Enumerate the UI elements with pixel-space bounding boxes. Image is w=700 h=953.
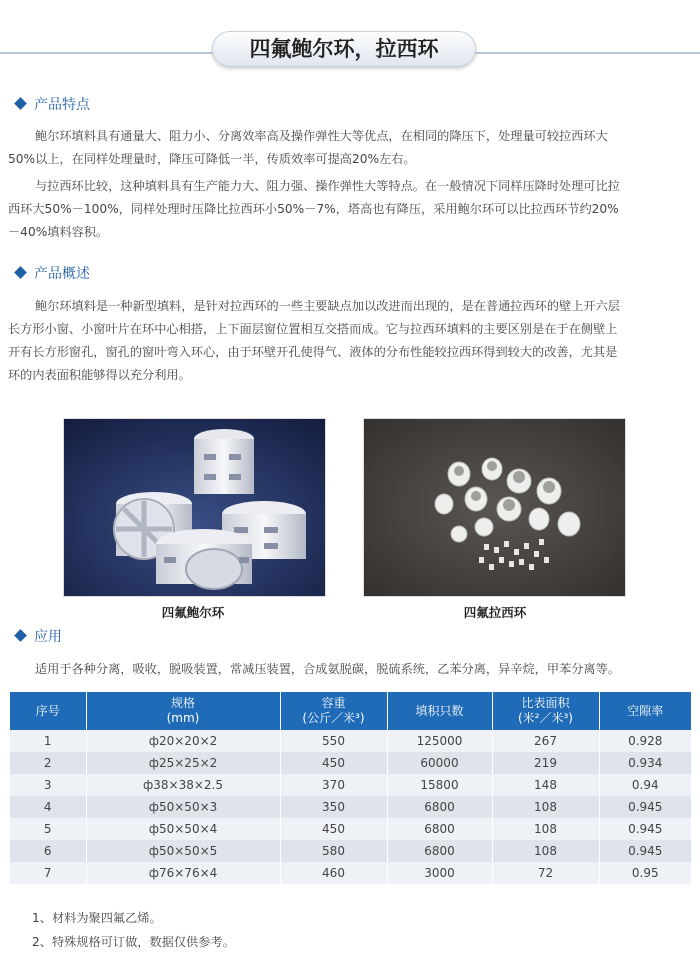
section-overview-heading bbox=[14, 264, 90, 284]
table-cell: 219 bbox=[492, 752, 599, 774]
header-unit: (公斤／米³) bbox=[302, 711, 365, 725]
table-cell: 450 bbox=[280, 818, 387, 840]
table-cell: 0.945 bbox=[599, 840, 691, 862]
table-cell: 550 bbox=[280, 730, 387, 752]
features-p1-line1: 鲍尔环填料具有通量大、阻力小、分离效率高及操作弹性大等优点，在相同的降压下，处理量可较拉西环大 bbox=[35, 129, 608, 143]
table-cell: 0.934 bbox=[599, 752, 691, 774]
pall-ring-caption: 四氟鲍尔环 bbox=[161, 605, 225, 620]
table-row bbox=[10, 862, 691, 884]
header-unit: (米²／米³) bbox=[518, 711, 573, 725]
table-cell: 7 bbox=[10, 862, 86, 884]
table-header-cell bbox=[492, 692, 599, 730]
table-cell: 108 bbox=[492, 840, 599, 862]
table-cell: 2 bbox=[10, 752, 86, 774]
table-header-row bbox=[10, 692, 691, 730]
spec-table bbox=[10, 692, 691, 884]
section-application-heading bbox=[14, 627, 62, 647]
table-row bbox=[10, 818, 691, 840]
overview-line1: 鲍尔环填料是一种新型填料，是针对拉西环的一些主要缺点加以改进而出现的，是在普通拉西环的壁上开六层 bbox=[35, 299, 620, 313]
table-cell: 0.945 bbox=[599, 796, 691, 818]
table-cell: 460 bbox=[280, 862, 387, 884]
table-row bbox=[10, 796, 691, 818]
features-p2-line2: 西环大50%－100%，同样处理时压降比拉西环小50%－7%，塔高也有降压，采用鲍尔环可以比拉西环节约20% bbox=[8, 202, 619, 216]
features-paragraph-2 bbox=[8, 175, 688, 244]
table-cell: ф50×50×3 bbox=[86, 796, 280, 818]
overview-line2: 长方形小窗、小窗叶片在环中心相搭，上下面层窗位置相互交搭而成。它与拉西环填料的主要区别是在于在侧壁上 bbox=[8, 322, 618, 336]
header-label: 序号 bbox=[35, 703, 60, 718]
overview-line4: 环的内表面积能够得以充分利用。 bbox=[8, 368, 191, 382]
table-header-cell bbox=[280, 692, 387, 730]
section-features-heading bbox=[14, 95, 90, 115]
table-cell: 0.94 bbox=[599, 774, 691, 796]
table-cell: 6800 bbox=[387, 840, 492, 862]
diamond-bullet-icon bbox=[14, 629, 27, 642]
title-banner bbox=[0, 28, 700, 72]
pall-ring-photo bbox=[63, 418, 326, 597]
features-p2-line3: －40%填料容积。 bbox=[8, 225, 109, 239]
table-cell: 0.945 bbox=[599, 818, 691, 840]
diamond-bullet-icon bbox=[14, 266, 27, 279]
header-label: 比表面积 bbox=[521, 696, 570, 710]
table-cell: 267 bbox=[492, 730, 599, 752]
table-cell: 580 bbox=[280, 840, 387, 862]
table-header-cell bbox=[10, 692, 86, 730]
table-header-cell bbox=[599, 692, 691, 730]
header-label: 空隙率 bbox=[627, 703, 664, 718]
table-row bbox=[10, 730, 691, 752]
table-cell: 5 bbox=[10, 818, 86, 840]
note-1: 1、材料为聚四氟乙烯。 bbox=[32, 911, 162, 925]
raschig-ring-caption: 四氟拉西环 bbox=[463, 605, 527, 620]
table-cell: ф20×20×2 bbox=[86, 730, 280, 752]
header-unit: (mm) bbox=[166, 711, 200, 725]
table-cell: 0.928 bbox=[599, 730, 691, 752]
table-cell: 370 bbox=[280, 774, 387, 796]
table-header-cell bbox=[86, 692, 280, 730]
table-cell: 15800 bbox=[387, 774, 492, 796]
table-cell: 108 bbox=[492, 818, 599, 840]
note-2: 2、特殊规格可订做，数据仅供参考。 bbox=[32, 935, 235, 949]
table-cell: 60000 bbox=[387, 752, 492, 774]
table-row bbox=[10, 840, 691, 862]
table-cell: 1 bbox=[10, 730, 86, 752]
application-text: 适用于各种分离，吸收，脱吸装置，常减压装置，合成氨脱碳，脱硫系统，乙苯分离，异辛烷，甲苯分离等。 bbox=[35, 662, 620, 676]
section-features-label: 产品特点 bbox=[34, 97, 90, 113]
table-cell: 3000 bbox=[387, 862, 492, 884]
features-p2-line1: 与拉西环比较，这种填料具有生产能力大、阻力强、操作弹性大等特点。在一般情况下同样压降时处理可比拉 bbox=[35, 179, 620, 193]
table-cell: 72 bbox=[492, 862, 599, 884]
table-cell: 4 bbox=[10, 796, 86, 818]
table-cell: ф50×50×5 bbox=[86, 840, 280, 862]
table-cell: 350 bbox=[280, 796, 387, 818]
table-cell: 125000 bbox=[387, 730, 492, 752]
table-header-cell bbox=[387, 692, 492, 730]
features-paragraph-1 bbox=[8, 125, 688, 171]
table-cell: ф25×25×2 bbox=[86, 752, 280, 774]
table-cell: 0.95 bbox=[599, 862, 691, 884]
table-cell: ф50×50×4 bbox=[86, 818, 280, 840]
table-cell: ф38×38×2.5 bbox=[86, 774, 280, 796]
overview-paragraph bbox=[8, 295, 688, 387]
overview-line3: 开有长方形窗孔，窗孔的窗叶弯入环心，由于环壁开孔使得气、液体的分布性能较拉西环得到较大的改善，尤其是 bbox=[8, 345, 618, 359]
features-p1-line2: 50%以上，在同样处理量时，降压可降低一半，传质效率可提高20%左右。 bbox=[8, 152, 416, 166]
header-label: 规格 bbox=[170, 696, 195, 710]
page-title: 四氟鲍尔环，拉西环 bbox=[212, 31, 476, 67]
table-row bbox=[10, 774, 691, 796]
diamond-bullet-icon bbox=[14, 97, 27, 110]
table-cell: 6 bbox=[10, 840, 86, 862]
header-label: 容重 bbox=[321, 696, 346, 710]
table-cell: 148 bbox=[492, 774, 599, 796]
table-row bbox=[10, 752, 691, 774]
section-overview-label: 产品概述 bbox=[34, 266, 90, 282]
table-cell: 6800 bbox=[387, 818, 492, 840]
table-cell: ф76×76×4 bbox=[86, 862, 280, 884]
table-cell: 108 bbox=[492, 796, 599, 818]
table-cell: 3 bbox=[10, 774, 86, 796]
section-application-label: 应用 bbox=[34, 629, 62, 645]
raschig-ring-photo bbox=[363, 418, 626, 597]
table-cell: 450 bbox=[280, 752, 387, 774]
header-label: 填积只数 bbox=[415, 703, 464, 718]
table-cell: 6800 bbox=[387, 796, 492, 818]
